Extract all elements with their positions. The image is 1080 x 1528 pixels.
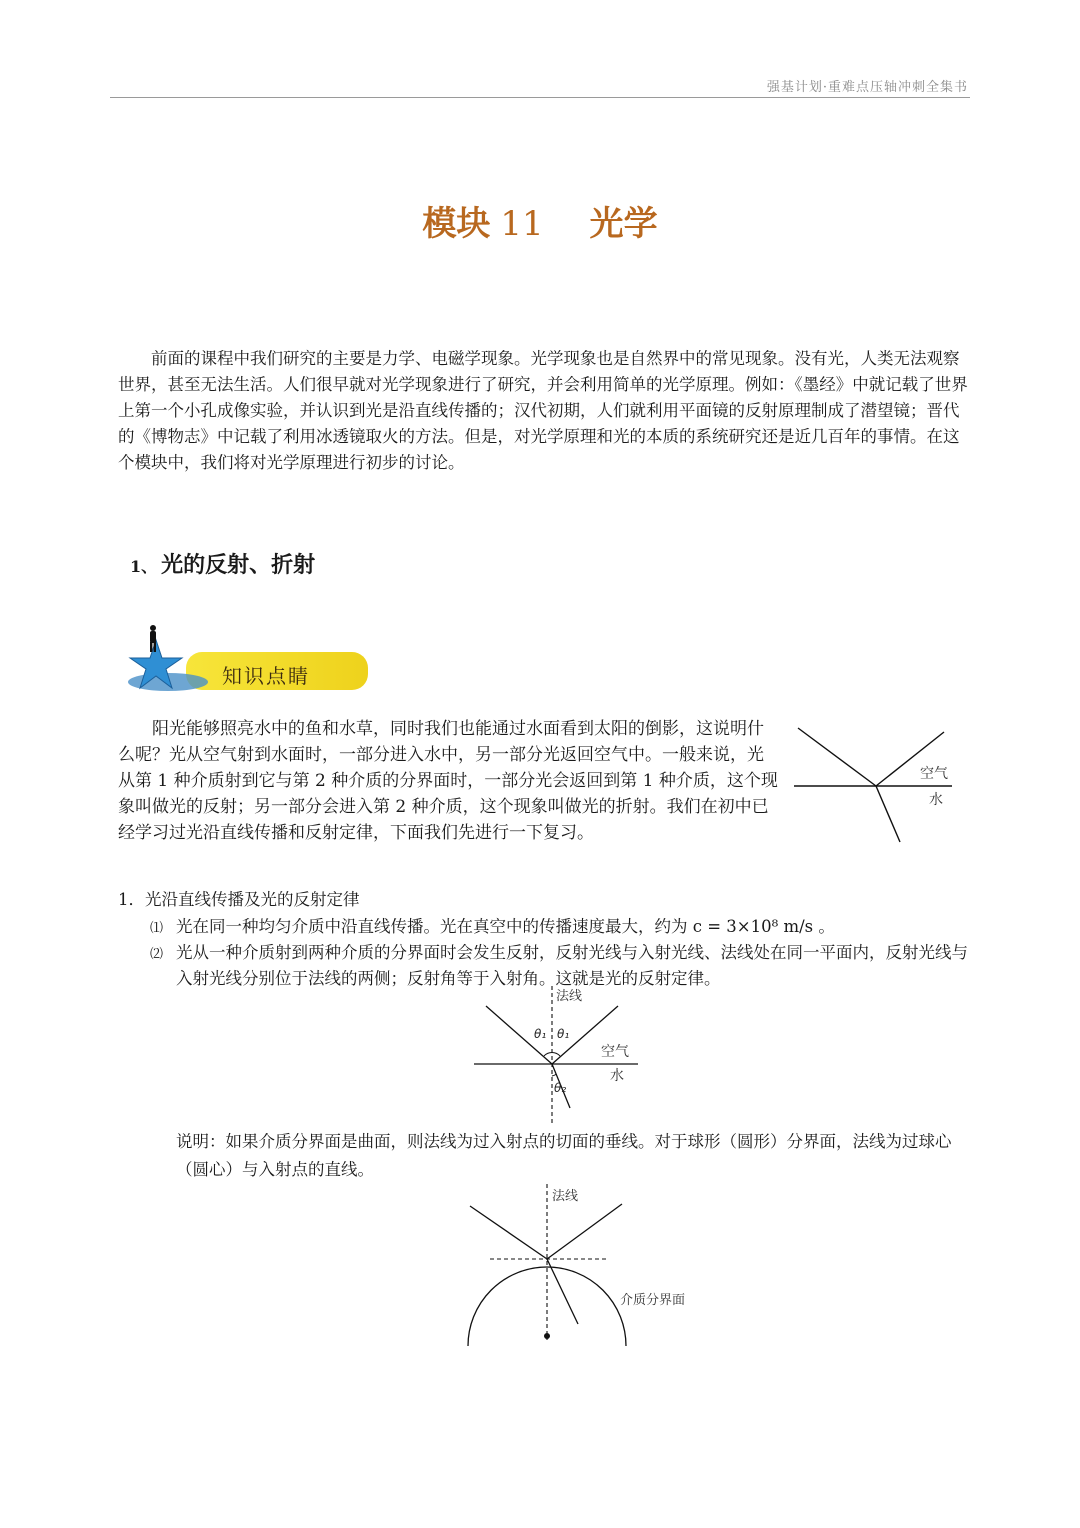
point-1-marker: ⑴ [150,921,164,936]
figure-curved-interface [460,1180,720,1350]
intro-paragraph: 前面的课程中我们研究的主要是力学、电磁学现象。光学现象也是自然界中的常见现象。没有光，人类无法观察世界，甚至无法生活。人们很早就对光学现象进行了研究，并会利用简单的光学原理。例如：《墨经》中就记载了世界上第一个小孔成像实验，并认识到光是沿直线传播的；汉代初期，人们就利用平面镜的反射原理制成了潜望镜；晋代的《博物志》中记载了利用冰透镜取火的方法。但是，对光学原理和光的本质的系统研究还是近几百年的事情。在这个模块中，我们将对光学原理进行初步的讨论。 [118,349,968,472]
label-interface: 介质分界面 [620,1293,686,1308]
label-theta1-right: θ₁ [557,1027,570,1041]
point-1 [150,914,970,942]
label-air: 空气 [601,1044,629,1060]
section-heading [130,548,315,579]
figure-reflection-refraction [792,724,962,848]
figure-reflection-law [470,984,650,1124]
title-number: 11 [500,204,544,244]
item-title: 1．光沿直线传播及光的反射定律 [118,890,360,909]
reflection-intro-paragraph: 阳光能够照亮水中的鱼和水草，同时我们也能通过水面看到太阳的倒影，这说明什么呢？光从空气射到水面时，一部分进入水中，另一部分光返回空气中。一般来说，光从第 1 种介质射到它与第 2 种介质的分界面时，一部分光会返回到第 1 种介质，这个现象叫做光的反射；另一部分会进入第 2 种介质，这个现象叫做光的折射。我们在初中已经学习过光沿直线传播和反射定律，下面我们先进行一下复习。 [118,719,778,843]
label-theta2: θ₂ [554,1081,567,1095]
sphere-center-point [544,1333,550,1339]
banner-label: 知识点睛 [222,664,310,688]
label-theta1-left: θ₁ [534,1027,547,1041]
header-rule [110,97,970,98]
refracted-ray [876,786,900,842]
point-2-marker: ⑵ [150,947,164,962]
section-title: 光的反射、折射 [161,553,316,578]
angle-arc-bottom [552,1074,557,1076]
header-series-title: 强基计划·重难点压轴冲刺全集书 [766,80,968,95]
title-prefix: 模块 [422,204,491,244]
label-normal: 法线 [552,1189,579,1204]
curved-interface-note: 说明：如果介质分界面是曲面，则法线为过入射点的切面的垂线。对于球形（圆形）分界面，法线为过球心（圆心）与入射点的直线。 [176,1132,952,1179]
point-2-text: 光从一种介质射到两种介质的分界面时会发生反射，反射光线与入射光线、法线处在同一平面内，反射光线与入射光线分别位于法线的两侧；反射角等于入射角。这就是光的反射定律。 [176,943,968,988]
angle-arc-top [544,1053,560,1056]
page-title [0,196,1080,245]
label-water: 水 [610,1068,624,1084]
point-2 [150,940,970,988]
label-normal: 法线 [556,989,583,1004]
label-water: 水 [929,792,943,808]
label-air: 空气 [920,766,948,782]
point-1-text: 光在同一种均匀介质中沿直线传播。光在真空中的传播速度最大，约为 c = 3×10⁸ m/s 。 [176,917,835,936]
section-number: 1、 [130,557,158,576]
title-subject: 光学 [589,204,658,244]
